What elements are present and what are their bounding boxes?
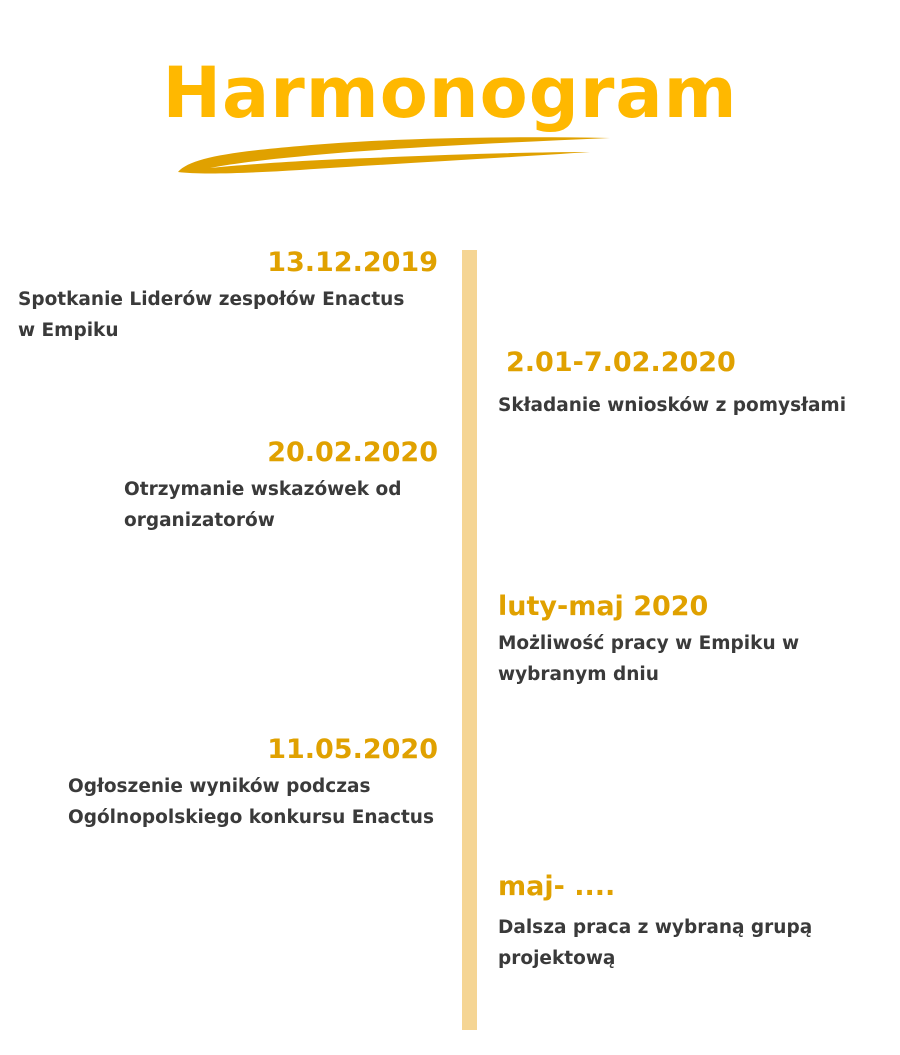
page-title: Harmonogram	[162, 52, 738, 134]
event-description	[68, 771, 468, 833]
event-date: maj- ....	[498, 871, 616, 902]
event-description-line: Otrzymanie wskazówek od	[124, 479, 402, 500]
event-date: 20.02.2020	[267, 437, 438, 468]
event-description	[18, 284, 438, 346]
event-date: 11.05.2020	[267, 734, 438, 765]
event-description-line: Składanie wniosków z pomysłami	[498, 395, 847, 416]
event-description	[498, 390, 898, 421]
event-description-line: projektową	[498, 948, 616, 969]
event-description	[498, 628, 898, 690]
event-description-line: Dalsza praca z wybraną grupą	[498, 917, 813, 938]
timeline-event	[18, 246, 438, 346]
event-description	[124, 474, 438, 536]
event-date: 2.01-7.02.2020	[506, 347, 736, 378]
event-description-line: Możliwość pracy w Empiku w	[498, 633, 800, 654]
timeline-line	[462, 250, 477, 1030]
event-description-line: Ogłoszenie wyników podczas	[68, 776, 371, 797]
event-description-line: wybranym dniu	[498, 664, 659, 685]
event-date: luty-maj 2020	[498, 591, 709, 622]
event-description-line: Ogólnopolskiego konkursu Enactus	[68, 807, 434, 828]
brush-underline	[170, 128, 620, 178]
event-description-line: Spotkanie Liderów zespołów Enactus	[18, 289, 405, 310]
timeline-event	[498, 346, 898, 421]
event-description	[498, 912, 898, 974]
timeline-event	[498, 590, 898, 690]
event-description-line: w Empiku	[18, 320, 119, 341]
timeline-event	[118, 436, 438, 536]
event-description-line: organizatorów	[124, 510, 275, 531]
timeline-event	[38, 733, 438, 833]
timeline-event	[498, 870, 898, 974]
event-date: 13.12.2019	[267, 247, 438, 278]
